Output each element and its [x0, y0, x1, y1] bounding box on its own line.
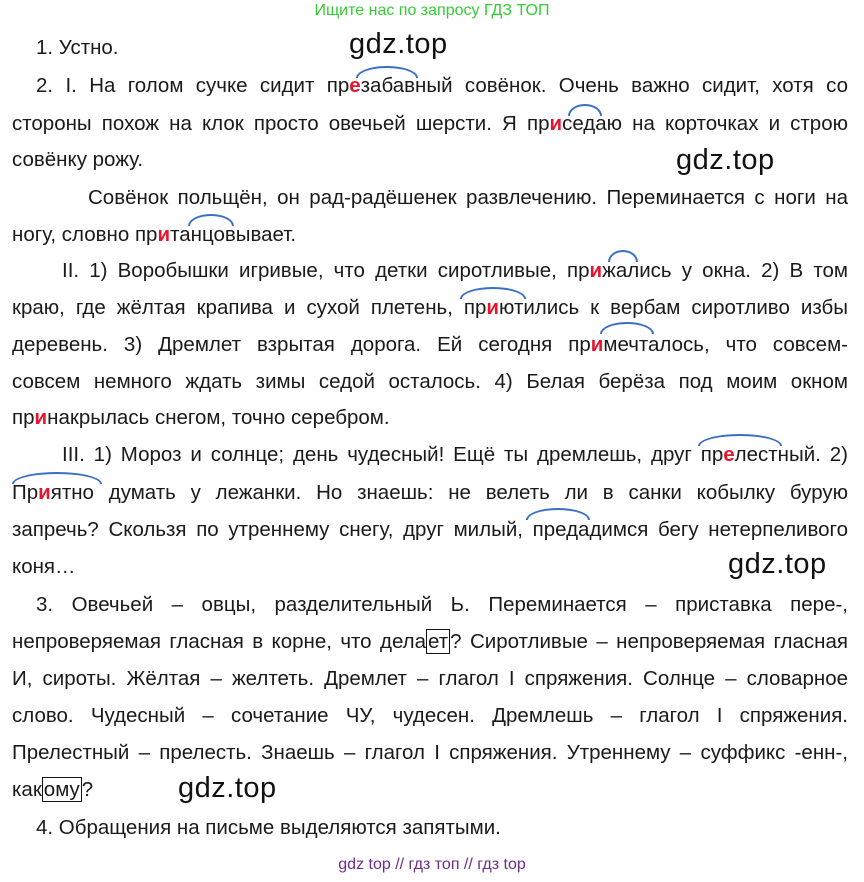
text-line: краю, где жёлтая крапива и сухой плетень, приютились к вербам сиротливо избы	[12, 296, 848, 319]
text-line: Прелестный – прелесть. Знаешь – глагол I спряжения. Утреннему – суффикс -енн-,	[12, 741, 848, 764]
text-line: запречь? Скользя по утреннему снегу, друг милый, предадимся бегу нетерпеливого	[12, 518, 848, 541]
text-line: 2. I. На голом сучке сидит презабавный совёнок. Очень важно сидит, хотя со	[36, 74, 848, 97]
text-line: III. 1) Мороз и солнце; день чудесный! Ещё ты дремлешь, друг прелестный. 2)	[62, 443, 848, 466]
text-line: принакрылась снегом, точно серебром.	[12, 406, 390, 429]
footer-links[interactable]: gdz top // гдз топ // гдз top	[338, 856, 526, 873]
text-line: 3. Овечьей – овцы, разделительный Ь. Переминается – приставка пере-,	[36, 593, 848, 616]
text-line: коня…	[12, 555, 76, 578]
text-line: 4. Обращения на письме выделяются запятыми.	[36, 816, 501, 839]
text-line: ногу, словно пританцовывает.	[12, 223, 297, 246]
watermark: gdz.top	[349, 28, 448, 60]
watermark: gdz.top	[728, 548, 827, 580]
search-banner[interactable]: Ищите нас по запросу ГДЗ ТОП	[314, 2, 550, 19]
text-line: слово. Чудесный – сочетание ЧУ, чудесен. Дремлешь – глагол I спряжения.	[12, 704, 848, 727]
text-line: совсем немного ждать зимы седой осталось. 4) Белая берёза под моим окном	[12, 370, 848, 393]
watermark: gdz.top	[676, 144, 775, 176]
watermark: gdz.top	[178, 772, 277, 804]
text-line: II. 1) Воробышки игривые, что детки сиротливые, прижались у окна. 2) В том	[62, 259, 848, 282]
text-line: какому?	[12, 778, 94, 801]
text-line: И, сироты. Жёлтая – желтеть. Дремлет – глагол I спряжения. Солнце – словарное	[12, 667, 848, 690]
text-line: Приятно думать у лежанки. Но знаешь: не велеть ли в санки кобылку бурую	[12, 481, 848, 504]
text-line: 1. Устно.	[36, 36, 119, 59]
text-line: Совёнок польщён, он рад-радёшенек развлечению. Переминается с ноги на	[88, 186, 848, 209]
text-line: совёнку рожу.	[12, 148, 144, 171]
text-line: непроверяемая гласная в корне, что делает? Сиротливые – непроверяемая гласная	[12, 630, 848, 653]
text-line: стороны похож на клок просто овечьей шерсти. Я приседаю на корточках и строю	[12, 112, 848, 135]
text-line: деревень. 3) Дремлет взрытая дорога. Ей сегодня примечталось, что совсем-	[12, 333, 848, 356]
